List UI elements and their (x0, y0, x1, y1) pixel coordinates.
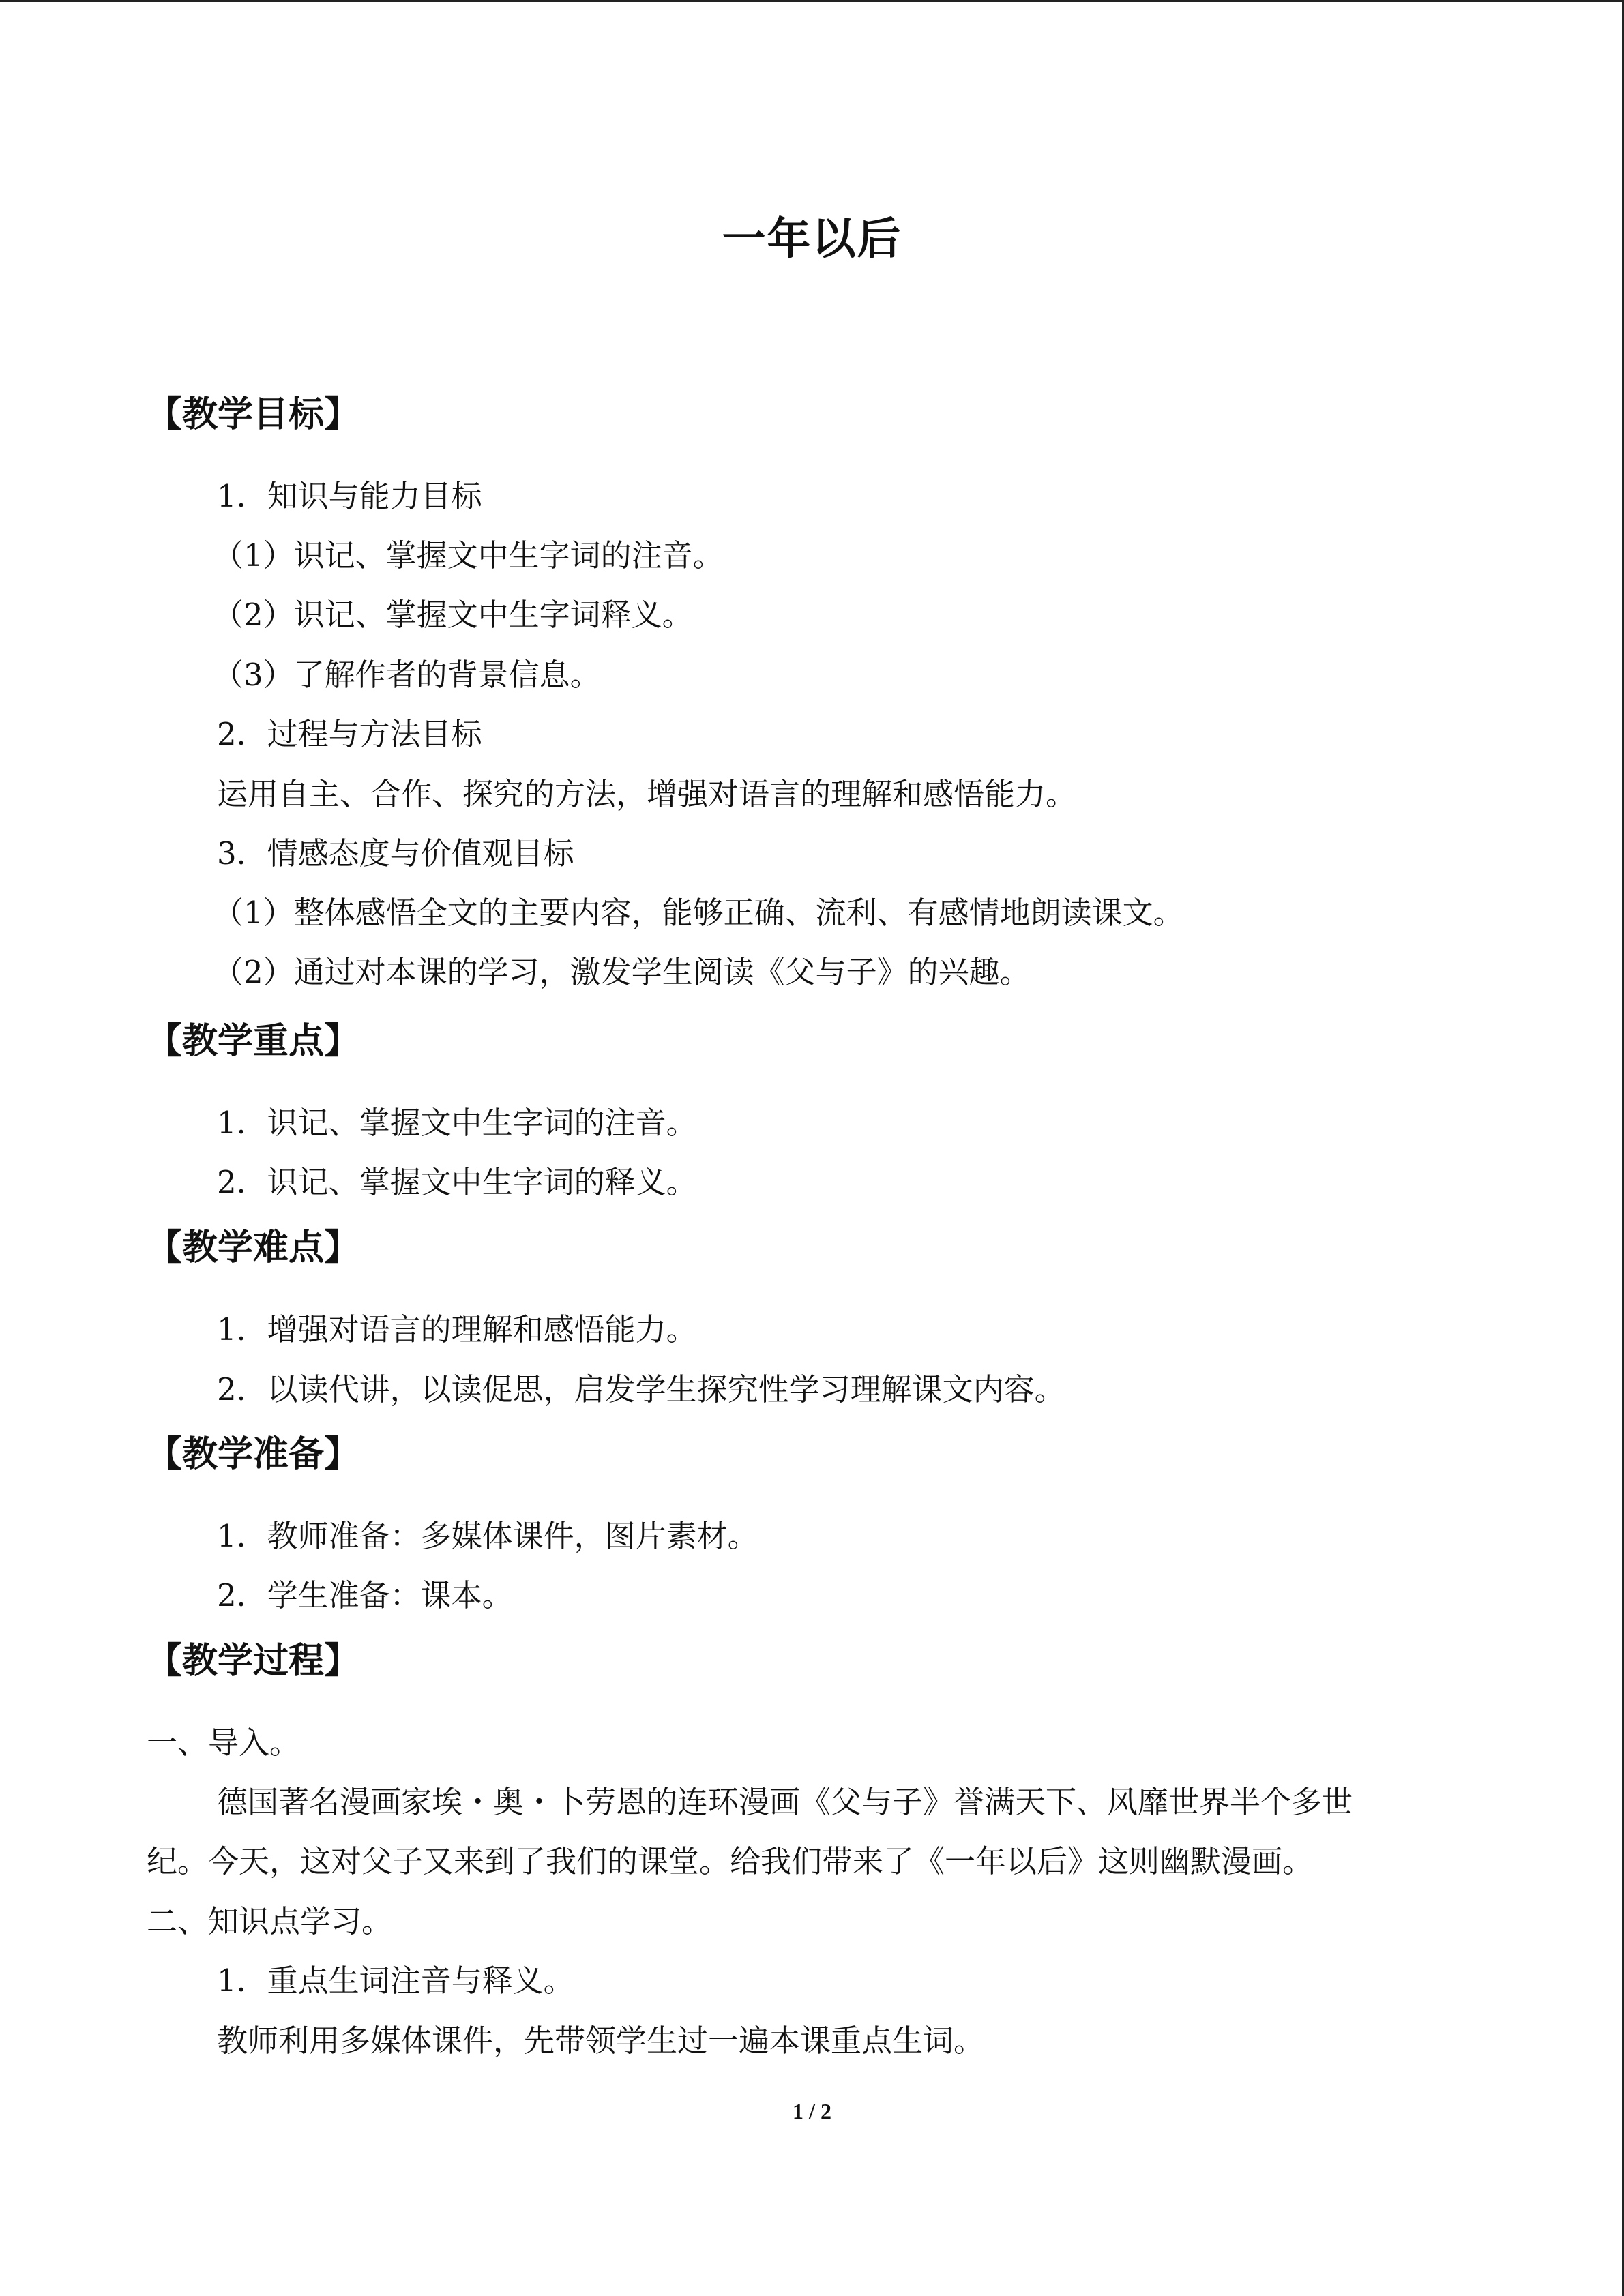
process-paragraph-line: 德国著名漫画家埃・奥・卜劳恩的连环漫画《父与子》誉满天下、风靡世界半个多世 (217, 1784, 1353, 1820)
difficulty-line: 2．以读代讲，以读促思，启发学生探究性学习理解课文内容。 (217, 1371, 1065, 1407)
page-number: 1 / 2 (793, 2099, 831, 2123)
section-heading-key-points: 【教学重点】 (147, 1021, 360, 1062)
objective-line: 2．过程与方法目标 (217, 716, 482, 752)
difficulty-line: 1．增强对语言的理解和感悟能力。 (217, 1311, 697, 1347)
objective-line: 3．情感态度与价值观目标 (217, 835, 574, 871)
objective-line: 1．知识与能力目标 (217, 478, 482, 514)
process-line: 1．重点生词注音与释义。 (217, 1963, 574, 1999)
document-title: 一年以后 (722, 214, 902, 265)
process-line: 二、知识点学习。 (147, 1903, 393, 1939)
objective-line: （3）了解作者的背景信息。 (213, 657, 601, 693)
objective-line: 运用自主、合作、探究的方法，增强对语言的理解和感悟能力。 (217, 776, 1077, 812)
objective-line: （1）识记、掌握文中生字词的注音。 (213, 537, 724, 573)
preparation-line: 2．学生准备：课本。 (217, 1577, 513, 1613)
process-line: 教师利用多媒体课件，先带领学生过一遍本课重点生词。 (217, 2023, 985, 2059)
key-point-line: 2．识记、掌握文中生字词的释义。 (217, 1164, 697, 1200)
objective-line: （2）识记、掌握文中生字词释义。 (213, 597, 693, 633)
section-heading-objectives: 【教学目标】 (147, 394, 360, 435)
key-point-line: 1．识记、掌握文中生字词的注音。 (217, 1105, 697, 1141)
section-heading-preparation: 【教学准备】 (147, 1434, 360, 1475)
preparation-line: 1．教师准备：多媒体课件，图片素材。 (217, 1518, 758, 1554)
process-line: 一、导入。 (147, 1725, 301, 1761)
process-paragraph-line: 纪。今天，这对父子又来到了我们的课堂。给我们带来了《一年以后》这则幽默漫画。 (147, 1843, 1314, 1879)
objective-line: （1）整体感悟全文的主要内容，能够正确、流利、有感情地朗读课文。 (213, 895, 1184, 931)
section-heading-difficulties: 【教学难点】 (147, 1227, 360, 1268)
section-heading-process: 【教学过程】 (147, 1641, 360, 1682)
objective-line: （2）通过对本课的学习，激发学生阅读《父与子》的兴趣。 (213, 954, 1031, 990)
